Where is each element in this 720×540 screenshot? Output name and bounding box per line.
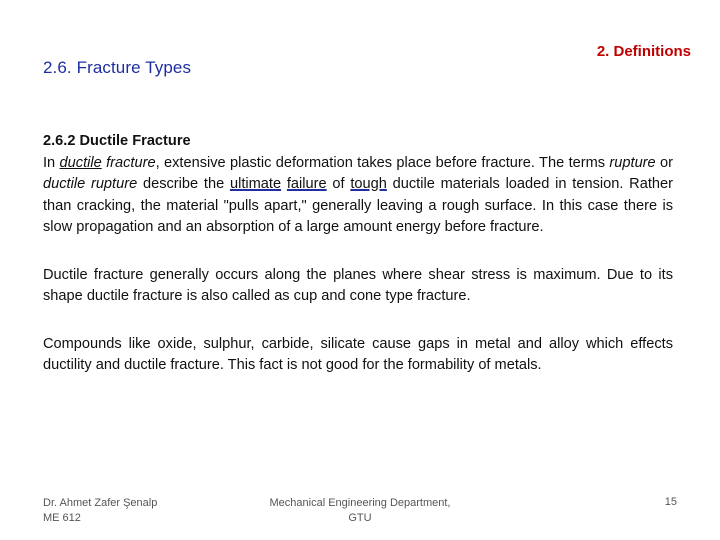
p1-text-1: In: [43, 154, 60, 171]
paragraph-3: Compounds like oxide, sulphur, carbide, silicate cause gaps in metal and alloy which effects ductility and ductile fracture. This fact is not good for the formability of metals.: [43, 335, 673, 373]
footer-department: Mechanical Engineering Department,: [269, 497, 451, 509]
ductile-link[interactable]: ductile: [59, 154, 102, 171]
section-title: 2.6. Fracture Types: [43, 58, 192, 77]
rupture-term: rupture: [609, 154, 656, 171]
slide-content: [43, 131, 673, 377]
p1-text-3: , extensive plastic deformation takes place before fracture. The terms: [155, 154, 610, 171]
p1-text-8: ductile materials loaded in tension. Rather than cracking, the material "pulls apart," generally leaving a rough surface. In this case there is slow propagation and an absorption of a large amount energy before fracture.: [43, 176, 673, 235]
tough-link[interactable]: tough: [350, 176, 387, 192]
p1-text-7: of: [326, 176, 351, 192]
paragraph-2: Ductile fracture generally occurs along the planes where shear stress is maximum. Due to its shape ductile fracture is also called as cup and cone type fracture.: [43, 266, 673, 304]
footer-institution-block: [250, 496, 470, 526]
failure-link[interactable]: failure: [286, 176, 327, 192]
footer-author-block: [43, 496, 157, 526]
subheading: 2.6.2 Ductile Fracture: [43, 133, 191, 149]
ductile-rupture-term: ductile rupture: [43, 176, 138, 192]
footer-course: ME 612: [43, 512, 81, 524]
page-number: 15: [664, 496, 677, 508]
ultimate-link[interactable]: ultimate: [229, 176, 282, 192]
footer-author: Dr. Ahmet Zafer Şenalp: [43, 497, 158, 509]
spacer: [43, 308, 673, 334]
chapter-title: 2. Definitions: [596, 43, 691, 60]
spacer: [43, 239, 673, 265]
fracture-term: fracture: [106, 154, 156, 171]
p1-text-5: describe the: [137, 176, 230, 192]
p1-text-4: or: [655, 154, 674, 171]
paragraph-1: [43, 153, 673, 239]
footer-university: GTU: [348, 512, 372, 524]
